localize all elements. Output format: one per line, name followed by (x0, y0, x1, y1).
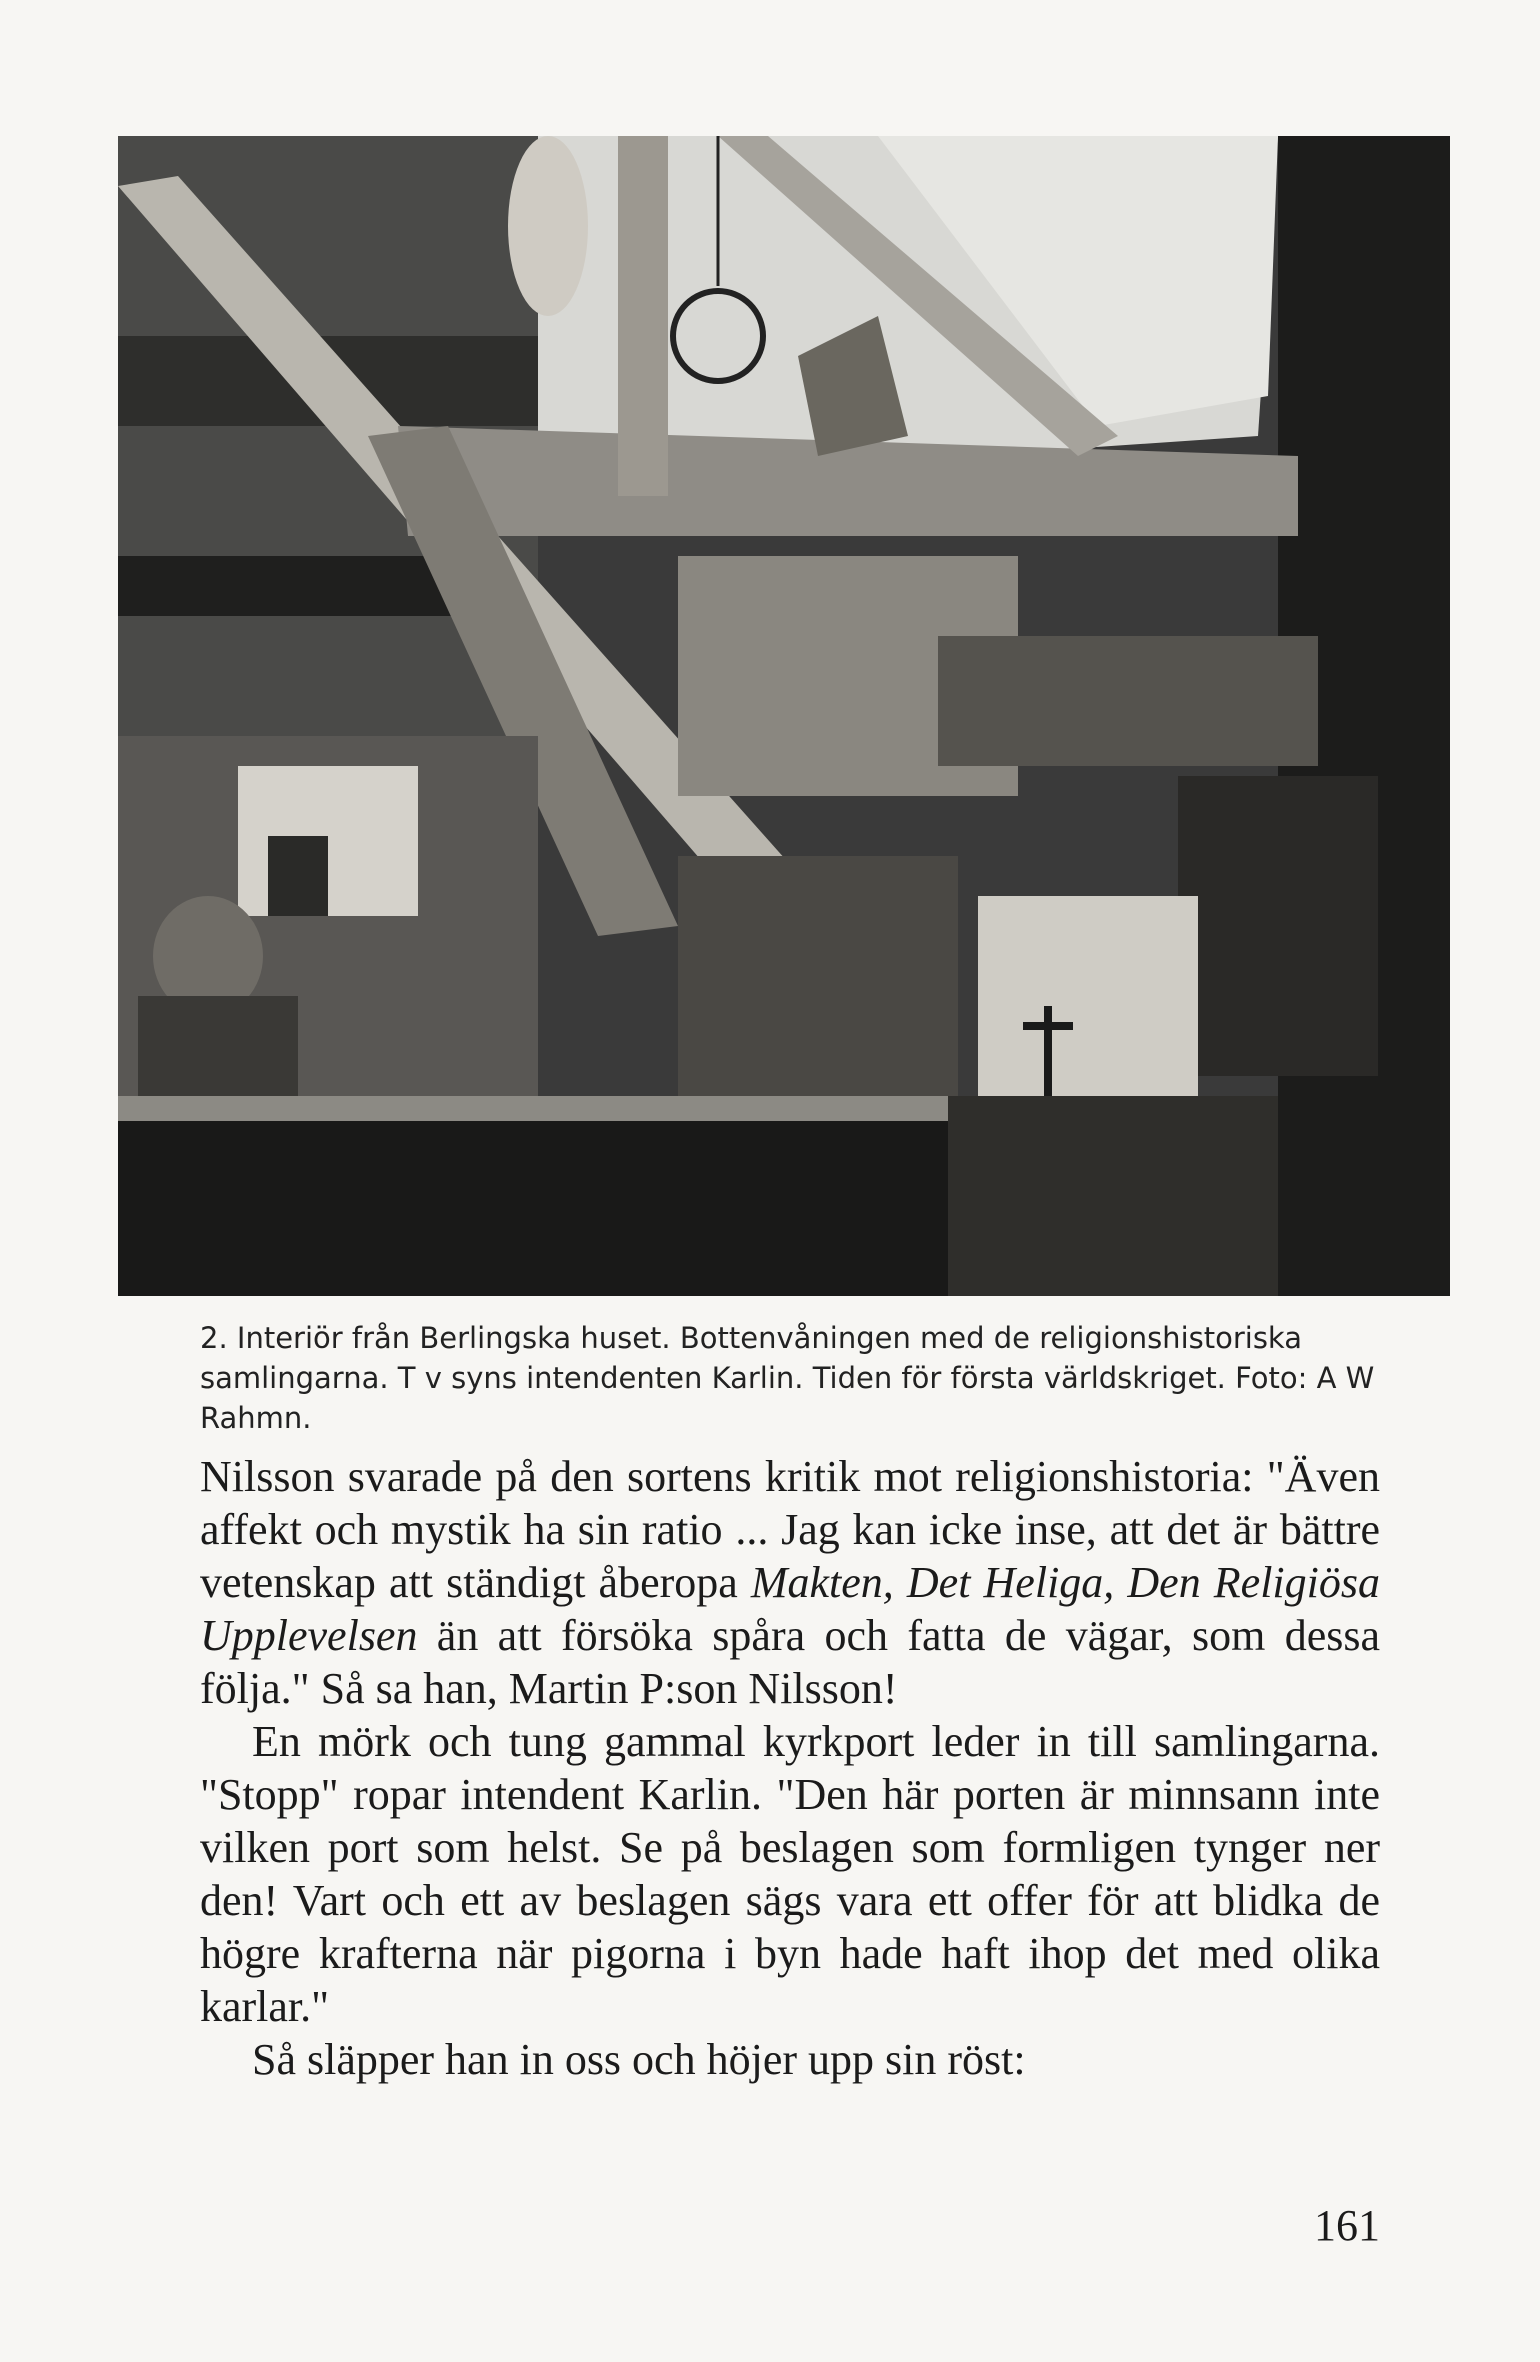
page-number: 161 (1314, 2201, 1380, 2250)
paragraph-3: Så släpper han in oss och höjer upp sin röst: (252, 2035, 1026, 2084)
photo-caption: 2. Interiör från Berlingska huset. Bottenvåningen med de religionshistoriska samlingarna. T v syns intendenten Karlin. Tiden för första världskriget. Foto: A W Rahmn. (200, 1321, 1375, 1435)
paragraph-1-part-2: än att försöka spåra och fatta de vägar, som dessa följa." Så sa han, Martin P:son Nilsson! (200, 1611, 1380, 1713)
body-text (200, 1450, 1380, 2086)
paragraph-2: En mörk och tung gammal kyrkport leder in till samlingarna. "Stopp" ropar intendent Karlin. "Den här porten är minnsann inte vilken port som helst. Se på beslagen som formligen tynger ner den! Vart och ett av beslagen sägs vara ett offer för att blidka de högre krafterna när pigorna i byn hade haft ihop det med olika karlar." (200, 1717, 1380, 2031)
photo-artwork (118, 136, 1450, 1296)
paragraph-1-part-1: Nilsson svarade på den sortens kritik mot religionshistoria: "Även affekt och mystik ha sin ratio ... Jag kan icke inse, att det är bättre vetenskap att ständigt åberopa (200, 1452, 1380, 1607)
paragraph-1-italic: Makten, Det Heliga, Den Religiösa Upplevelsen (200, 1558, 1380, 1660)
paragraph-1 (200, 1450, 1380, 1715)
photo-church-interior (118, 136, 1450, 1296)
